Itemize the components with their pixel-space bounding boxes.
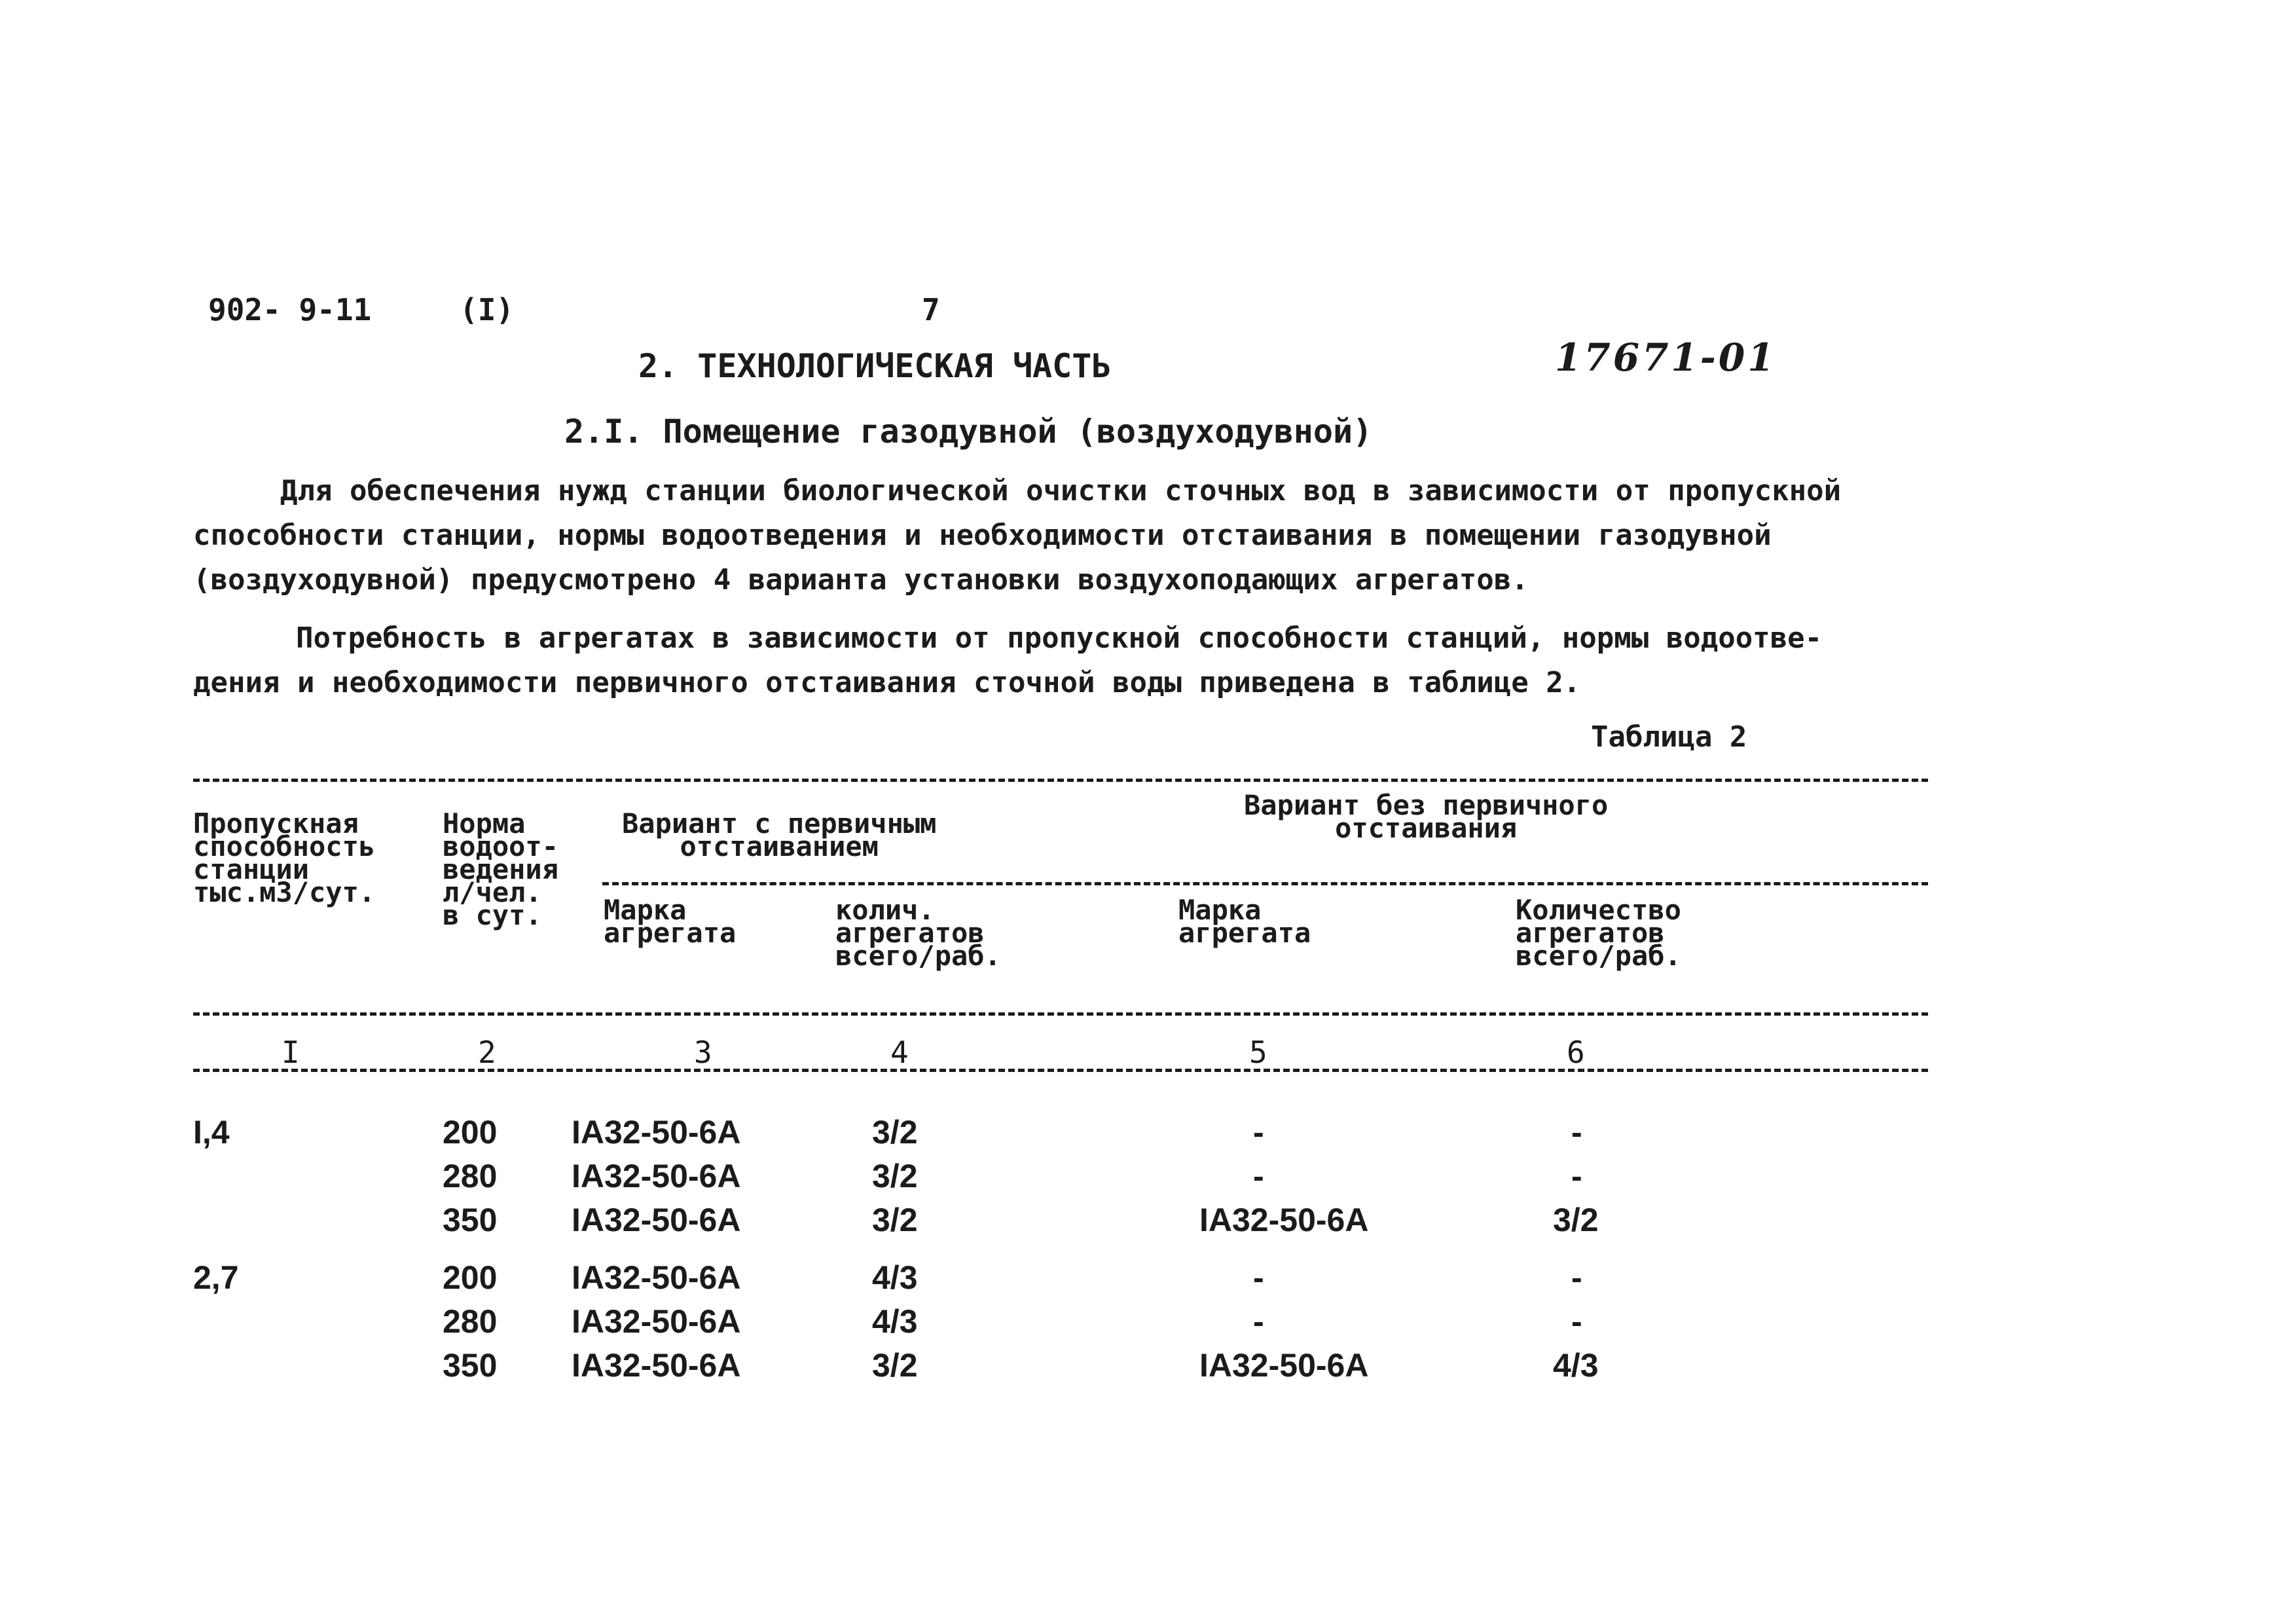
cell-brand-without: IA32-50-6A xyxy=(1199,1347,1369,1384)
cell-count-without: 3/2 xyxy=(1553,1202,1599,1238)
cell-brand-with: IA32-50-6A xyxy=(572,1114,741,1151)
cell-brand-with: IA32-50-6A xyxy=(572,1347,741,1384)
cell-count-without: - xyxy=(1571,1303,1582,1340)
table-top-rule xyxy=(193,779,1928,782)
column-number-5: 5 xyxy=(1249,1035,1267,1070)
cell-count-with: 4/3 xyxy=(872,1259,918,1296)
inventory-number: 17671-01 xyxy=(1555,335,1777,380)
cell-norm: 200 xyxy=(443,1114,498,1151)
page-number: 7 xyxy=(922,292,940,327)
cell-brand-with: IA32-50-6A xyxy=(572,1259,741,1296)
cell-count-without: - xyxy=(1571,1114,1582,1151)
table-header-split-rule xyxy=(602,882,1928,885)
column-number-4: 4 xyxy=(890,1035,909,1070)
cell-brand-without: - xyxy=(1253,1158,1264,1194)
cell-brand-with: IA32-50-6A xyxy=(572,1202,741,1238)
cell-brand-without: - xyxy=(1253,1303,1264,1340)
column-numbers-rule xyxy=(193,1069,1928,1072)
header-brand-with: Марка агрегата xyxy=(604,894,737,949)
column-number-6: 6 xyxy=(1567,1035,1585,1070)
document-code: 902- 9-11 xyxy=(208,292,372,327)
cell-count-without: 4/3 xyxy=(1553,1347,1599,1384)
cell-brand-without: - xyxy=(1253,1114,1264,1151)
cell-capacity: I,4 xyxy=(193,1114,230,1151)
header-norm: Норма водоот- ведения л/чел. в сут. xyxy=(443,807,559,931)
cell-brand-with: IA32-50-6A xyxy=(572,1303,741,1340)
column-number-3: 3 xyxy=(694,1035,712,1070)
cell-norm: 280 xyxy=(443,1303,498,1340)
cell-count-without: - xyxy=(1571,1259,1582,1296)
cell-count-with: 4/3 xyxy=(872,1303,918,1340)
paragraph-1-line-2: способности станции, нормы водоотведения и необходимости отстаивания в помещении газодувной xyxy=(193,519,1772,552)
paragraph-2-line-2: дения и необходимости первичного отстаивания сточной воды приведена в таблице 2. xyxy=(193,666,1581,699)
cell-capacity: 2,7 xyxy=(193,1259,239,1296)
header-variant-without-primary: Вариант без первичного отстаивания xyxy=(1244,789,1609,844)
cell-brand-with: IA32-50-6A xyxy=(572,1158,741,1194)
paragraph-1-line-1: Для обеспечения нужд станции биологической очистки сточных вод в зависимости от пропускной xyxy=(280,474,1842,507)
section-title: 2. ТЕХНОЛОГИЧЕСКАЯ ЧАСТЬ xyxy=(638,347,1112,385)
cell-norm: 350 xyxy=(443,1202,498,1238)
table-header-bottom-rule xyxy=(193,1012,1928,1016)
cell-count-with: 3/2 xyxy=(872,1347,918,1384)
cell-norm: 280 xyxy=(443,1158,498,1194)
cell-count-with: 3/2 xyxy=(872,1114,918,1151)
header-count-without: Количество агрегатов всего/раб. xyxy=(1516,894,1681,972)
cell-norm: 200 xyxy=(443,1259,498,1296)
cell-count-with: 3/2 xyxy=(872,1158,918,1194)
cell-norm: 350 xyxy=(443,1347,498,1384)
section-subtitle: 2.I. Помещение газодувной (воздуходувной) xyxy=(564,413,1373,451)
paragraph-1-line-3: (воздуходувной) предусмотрено 4 варианта установки воздухоподающих агрегатов. xyxy=(193,563,1529,597)
cell-brand-without: IA32-50-6A xyxy=(1199,1202,1369,1238)
header-variant-with-primary: Вариант с первичным отстаиванием xyxy=(622,807,937,862)
column-number-1: I xyxy=(282,1035,300,1070)
volume-number: (I) xyxy=(460,292,515,327)
header-count-with: колич. агрегатов всего/раб. xyxy=(835,894,1001,972)
header-brand-without: Марка агрегата xyxy=(1178,894,1311,949)
paragraph-2-line-1: Потребность в агрегатах в зависимости от пропускной способности станций, нормы водоотве- xyxy=(296,621,1823,655)
cell-count-without: - xyxy=(1571,1158,1582,1194)
header-capacity: Пропускная способность станции тыс.м3/сут. xyxy=(193,807,376,908)
column-number-2: 2 xyxy=(478,1035,496,1070)
cell-brand-without: - xyxy=(1253,1259,1264,1296)
table-caption: Таблица 2 xyxy=(1591,720,1747,754)
cell-count-with: 3/2 xyxy=(872,1202,918,1238)
